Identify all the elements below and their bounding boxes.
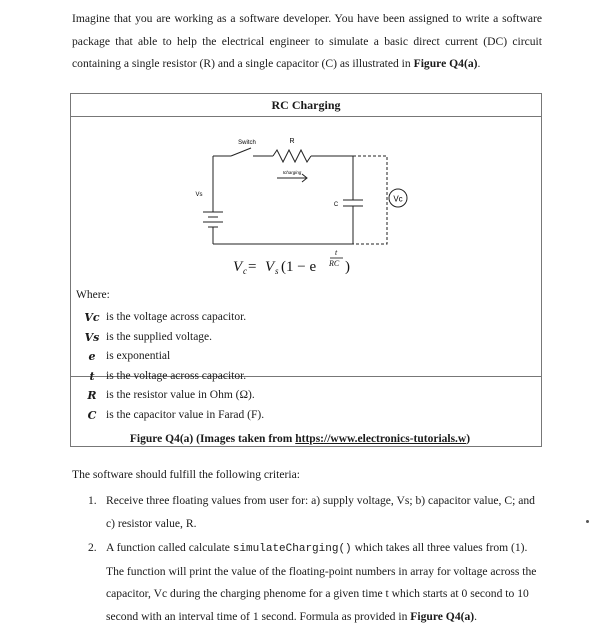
switch-blade bbox=[231, 148, 251, 156]
formula-close: ) bbox=[345, 259, 350, 275]
definition-text: is the supplied voltage. bbox=[106, 330, 213, 343]
criteria-list bbox=[88, 490, 540, 630]
formula-lhs: V bbox=[233, 259, 243, 275]
capacitor-label: C bbox=[333, 202, 339, 208]
resistor-label: R bbox=[289, 138, 295, 145]
formula-lhs-sub: c bbox=[243, 266, 247, 276]
definition-symbol: R bbox=[87, 389, 97, 402]
definition-row bbox=[78, 386, 264, 406]
criteria-text bbox=[106, 537, 540, 628]
criteria-text: Receive three floating values from user for: a) supply voltage, Vs; b) capacitor value, C; and c) resistor value, R. bbox=[106, 494, 535, 530]
definition-text: is the voltage across capacitor. bbox=[106, 369, 247, 382]
formula-vs-sub: s bbox=[275, 266, 279, 276]
figure-caption bbox=[0, 433, 600, 445]
definition-symbol: t bbox=[89, 369, 95, 383]
definition-text: is the voltage across capacitor. bbox=[106, 311, 247, 323]
definition-row bbox=[78, 308, 264, 328]
definition-symbol: e bbox=[88, 350, 96, 363]
definition-text: is exponential bbox=[106, 350, 171, 362]
definition-text: is the capacitor value in Farad (F). bbox=[106, 408, 265, 421]
definitions-list bbox=[78, 308, 264, 425]
definition-row bbox=[78, 406, 264, 426]
definition-symbol: Vc bbox=[84, 311, 100, 324]
criteria-number: 2. bbox=[88, 541, 97, 554]
where-label: Where: bbox=[76, 289, 110, 301]
intro-text-2: . bbox=[477, 57, 481, 70]
definition-text: is the resistor value in Ohm (Ω). bbox=[106, 389, 255, 401]
intro-figure-ref: Figure Q4(a) bbox=[413, 57, 478, 70]
criteria-figure-ref: Figure Q4(a) bbox=[410, 609, 475, 623]
formula-eq: = bbox=[248, 259, 257, 275]
criteria-item bbox=[88, 537, 540, 628]
figure-title: RC Charging bbox=[71, 94, 541, 117]
formula-vs: V bbox=[265, 259, 275, 275]
definition-row bbox=[78, 328, 264, 348]
criteria-heading: The software should fulfill the following criteria: bbox=[72, 468, 300, 481]
definition-row bbox=[78, 367, 264, 387]
resistor-symbol bbox=[273, 150, 311, 162]
caption-link[interactable]: https://www.electronics-tutorials.w bbox=[295, 433, 467, 445]
criteria-text-part-3: . bbox=[474, 609, 478, 623]
current-label: Icharging bbox=[282, 170, 302, 175]
criteria-text-part-1: A function called calculate bbox=[106, 541, 233, 554]
definition-symbol: Vs bbox=[84, 330, 100, 344]
intro-paragraph bbox=[72, 8, 542, 76]
intro-text-1: Imagine that you are working as a software developer. You have been assigned to write a software package that able to help the electrical engineer to simulate a basic direct current (DC) circuit containing a single resistor (R) and a single capacitor (C) as illustrated in bbox=[72, 12, 542, 70]
caption-prefix: Figure Q4(a) (Images taken from bbox=[129, 433, 296, 445]
caption-suffix: ) bbox=[466, 433, 471, 445]
formula-body: (1 − e bbox=[281, 259, 317, 275]
formula-exp-den: RC bbox=[329, 259, 340, 268]
definition-symbol: C bbox=[87, 408, 97, 422]
scan-artifact-dot bbox=[586, 520, 589, 523]
criteria-text-part-2: which takes all three values from (1). The function will print the value of the floating-point numbers in array for voltage across the capacitor, Vc during the charging phenome for a given time t which starts at 0 second to 10 second with an interval time of 1 second. Formula as provided in bbox=[106, 541, 537, 623]
criteria-number: 1. bbox=[88, 494, 97, 507]
switch-label: Switch bbox=[238, 140, 256, 146]
formula-exp-num: t bbox=[335, 248, 338, 257]
criteria-item bbox=[88, 490, 540, 535]
voltmeter-label: Vc bbox=[393, 194, 403, 204]
function-name-code: simulateCharging() bbox=[232, 543, 352, 555]
source-label: Vs bbox=[195, 192, 203, 198]
charging-formula bbox=[233, 248, 350, 276]
definition-row bbox=[78, 347, 264, 367]
